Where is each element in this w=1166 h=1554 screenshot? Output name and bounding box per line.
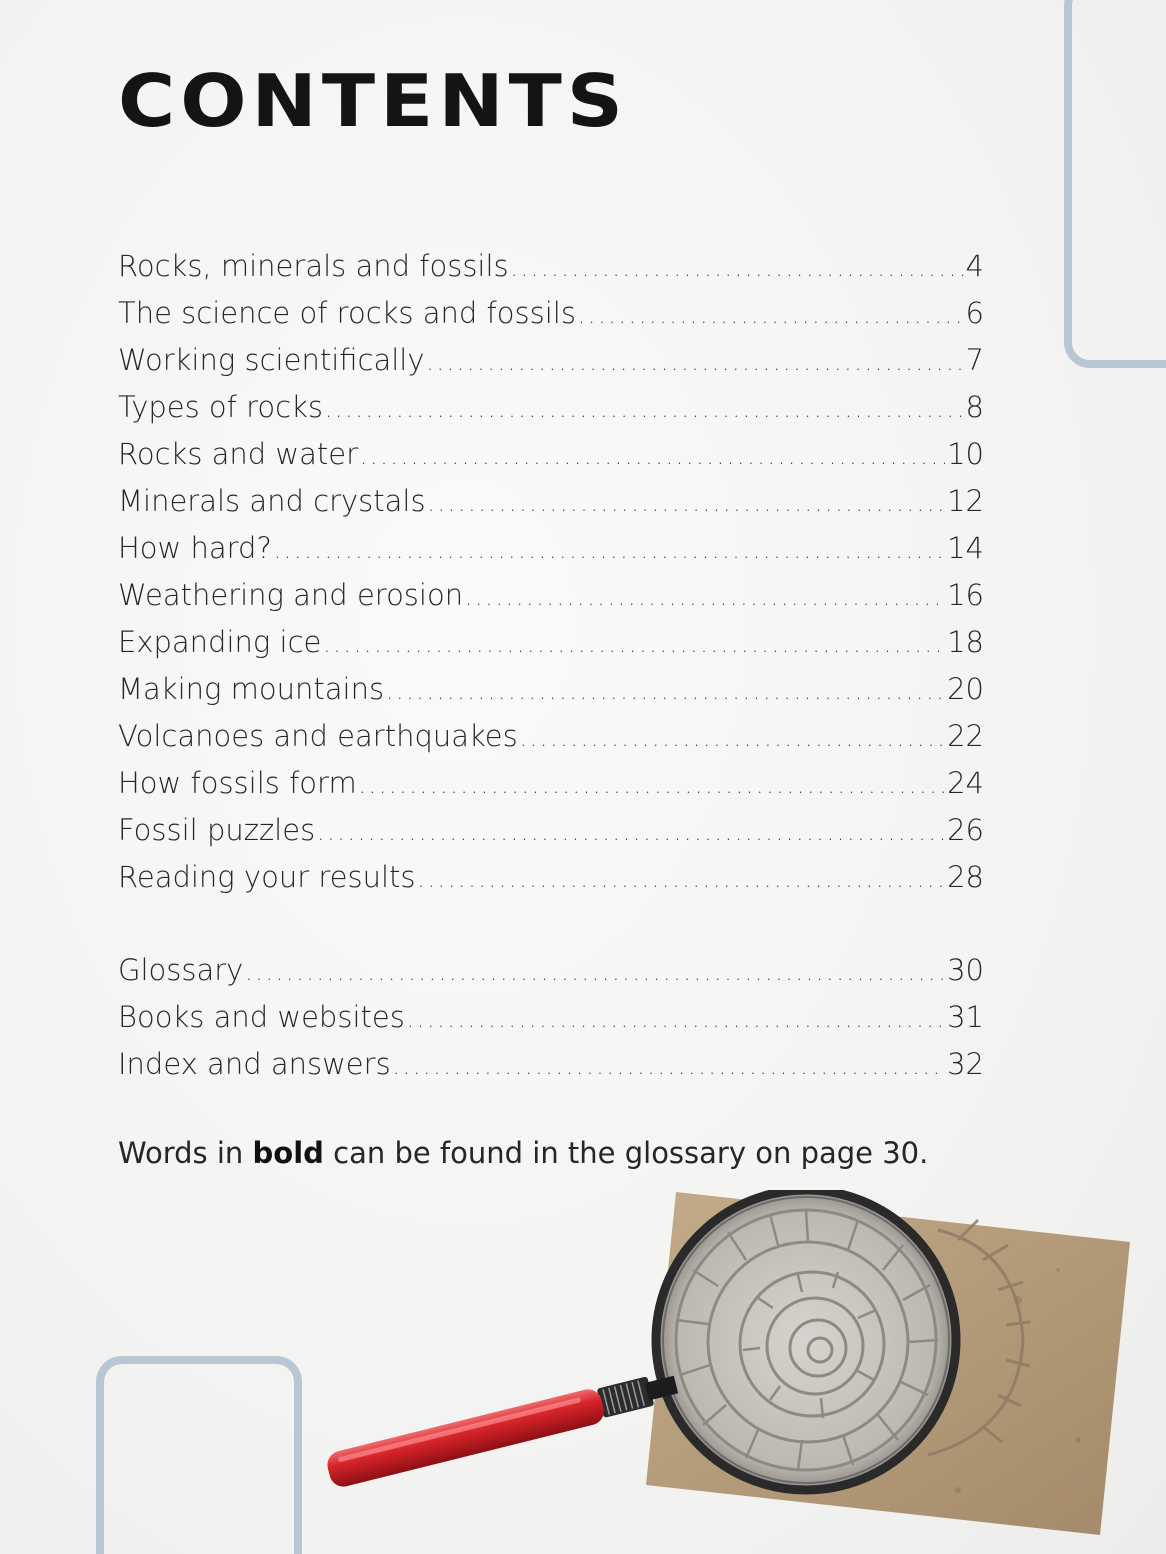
toc-entry-page: 18 (947, 625, 984, 659)
toc-entry-page: 8 (965, 390, 984, 424)
toc-leader-dots (360, 436, 945, 480)
toc-entry-label: Fossil puzzles (118, 813, 316, 847)
toc-leader-dots (428, 483, 945, 527)
toc-entry-label: Books and websites (118, 1000, 405, 1034)
toc-leader-dots (407, 999, 945, 1043)
toc-entry[interactable] (118, 526, 984, 570)
toc-entry[interactable] (118, 432, 984, 476)
toc-entry[interactable] (118, 244, 984, 288)
toc-entry-label: Rocks, minerals and fossils (118, 249, 509, 283)
note-text-before: Words in (118, 1136, 253, 1170)
toc-entry[interactable] (118, 995, 984, 1039)
toc-entry[interactable] (118, 620, 984, 664)
toc-leader-dots (323, 624, 945, 668)
toc-entry-label: Glossary (118, 953, 244, 987)
toc-entry-page: 26 (947, 813, 984, 847)
toc-entry-page: 28 (947, 860, 984, 894)
toc-entry-page: 24 (947, 766, 984, 800)
toc-leader-dots (418, 859, 946, 903)
toc-entry-label: Making mountains (118, 672, 385, 706)
toc-entry[interactable] (118, 948, 984, 992)
toc-entry-page: 22 (947, 719, 984, 753)
toc-entry-page: 14 (947, 531, 984, 565)
toc-leader-dots (274, 530, 945, 574)
toc-entry-page: 20 (947, 672, 984, 706)
toc-entry[interactable] (118, 714, 984, 758)
toc-leader-dots (317, 812, 945, 856)
toc-leader-dots (245, 952, 945, 996)
toc-entry-label: Types of rocks (118, 390, 323, 424)
toc-entry-label: Working scientifically (118, 343, 425, 377)
toc-entry-label: Minerals and crystals (118, 484, 426, 518)
toc-entry[interactable] (118, 667, 984, 711)
toc-entry-page: 4 (965, 249, 984, 283)
toc-entry-page: 7 (965, 343, 984, 377)
toc-entry-page: 12 (947, 484, 984, 518)
toc-entry[interactable] (118, 385, 984, 429)
toc-entry[interactable] (118, 291, 984, 335)
toc-entry-label: Index and answers (118, 1047, 391, 1081)
magnifying-glass-fossil-icon (318, 1190, 1138, 1540)
toc-leader-dots (578, 295, 964, 339)
toc-entry-label: Rocks and water (118, 437, 359, 471)
glossary-note (118, 1136, 928, 1170)
toc-entry-label: How hard? (118, 531, 272, 565)
toc-entry-page: 32 (947, 1047, 984, 1081)
page-title: CONTENTS (118, 60, 628, 144)
toc-leader-dots (325, 389, 964, 433)
toc-entry-label: Reading your results (118, 860, 416, 894)
toc-entry-label: Volcanoes and earthquakes (118, 719, 518, 753)
toc-entry-page: 30 (947, 953, 984, 987)
toc-entry[interactable] (118, 1042, 984, 1086)
toc-leader-dots (393, 1046, 945, 1090)
decorative-frame-bottom-left (96, 1356, 302, 1554)
toc-leader-dots (520, 718, 945, 762)
note-text-after: can be found in the glossary on page 30. (323, 1136, 929, 1170)
toc-leader-dots (465, 577, 945, 621)
toc-entry[interactable] (118, 855, 984, 899)
toc-entry[interactable] (118, 338, 984, 382)
toc-entry-page: 31 (947, 1000, 984, 1034)
decorative-frame-top-right (1064, 0, 1166, 368)
toc-entry[interactable] (118, 761, 984, 805)
toc-entry-label: How fossils form (118, 766, 357, 800)
toc-entry-label: Weathering and erosion (118, 578, 464, 612)
toc-entry-label: Expanding ice (118, 625, 322, 659)
toc-entry[interactable] (118, 808, 984, 852)
toc-entry-page: 16 (947, 578, 984, 612)
toc-entry-label: The science of rocks and fossils (118, 296, 576, 330)
toc-leader-dots (427, 342, 964, 386)
note-bold-word: bold (252, 1136, 324, 1170)
toc-leader-dots (359, 765, 945, 809)
toc-entry[interactable] (118, 479, 984, 523)
toc-entry-page: 6 (965, 296, 984, 330)
toc-leader-dots (386, 671, 945, 715)
toc-entry[interactable] (118, 573, 984, 617)
toc-entry-page: 10 (947, 437, 984, 471)
toc-leader-dots (511, 248, 964, 292)
